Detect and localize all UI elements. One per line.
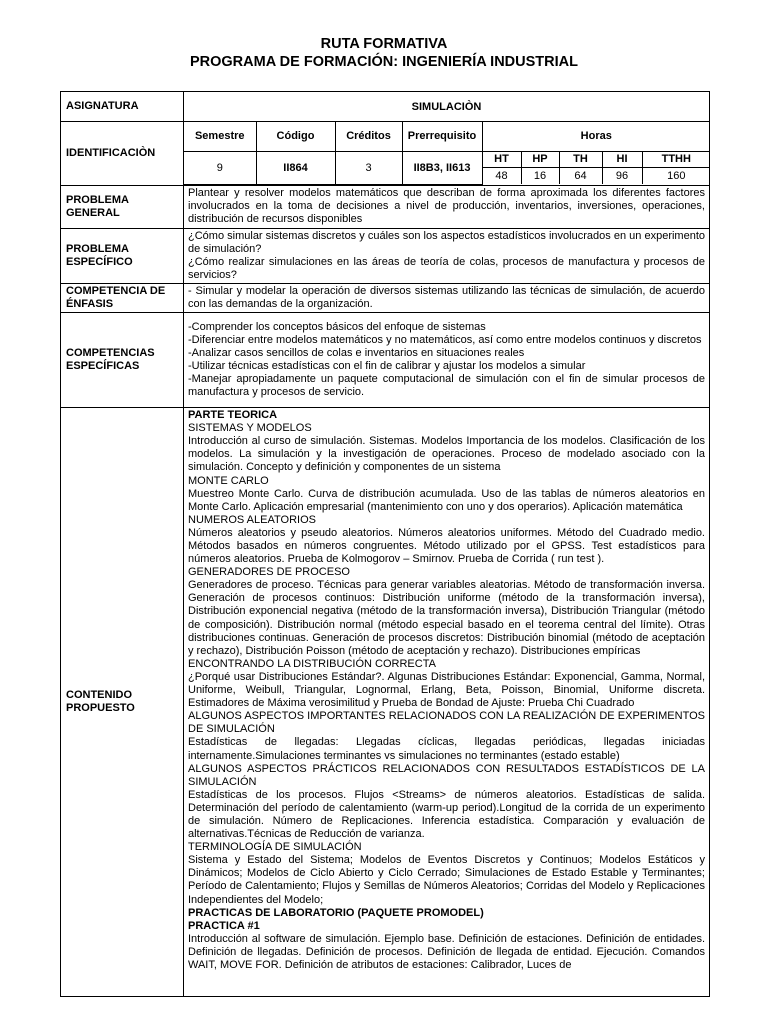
competencia-enfasis-text: - Simular y modelar la operación de diversos sistemas utilizando las técnicas de simulación, de acuerdo con las demandas de la organización. (184, 283, 710, 312)
contenido-propuesto-text (184, 408, 710, 997)
document-title: RUTA FORMATIVA (320, 36, 448, 52)
horas-value-tthh: 160 (642, 167, 710, 184)
competencias-especificas-text (184, 313, 710, 408)
contenido-section-title: TERMINOLOGÍA DE SIMULACIÓN (188, 841, 362, 854)
horas-header-hi: HI (602, 151, 642, 167)
value-semestre: 9 (184, 151, 256, 184)
horas-header-tthh: TTHH (642, 151, 710, 167)
contenido-paragraph: Sistema y Estado del Sistema; Modelos de Eventos Discretos y Continuos; Modelos Estáticos y Dinámicos; Modelos de Ciclo Abierto y Ciclo Cerrado; Simulaciones de Estado Estable y Terminantes; Período de Calentamiento; Flujos y Semillas de Números Aleatorios; Corridas del Modelo y Replicaciones Independientes del Modelo; (188, 854, 705, 906)
contenido-paragraph: Introducción al software de simulación. Ejemplo base. Definición de estaciones. Definición de entidades. Definición de llegadas. Definición de procesos. Definición de llegada de entidad. Ejecución. Comandos WAIT, MOVE FOR. Definición de atributos de estaciones: Calibrador, Luces de (188, 932, 705, 971)
contenido-section-title: ALGUNOS ASPECTOS IMPORTANTES RELACIONADOS CON LA REALIZACIÓN DE EXPERIMENTOS DE SIMULACIÓN (188, 710, 705, 736)
competencia-item: -Comprender los conceptos básicos del enfoque de sistemas (188, 320, 486, 333)
problema-especifico-line: ¿Cómo simular sistemas discretos y cuáles son los aspectos estadísticos involucrados en un experimento de simulación? (188, 229, 705, 255)
problema-general-text: Plantear y resolver modelos matemáticos que describan de forma aproximada los diferentes factores involucrados en la toma de decisiones a nivel de producción, inventarios, inversiones, operaciones, distribución de recursos disponibles (184, 185, 710, 228)
value-codigo: II864 (256, 151, 335, 184)
value-prerrequisito: II8B3, II613 (402, 151, 482, 184)
row-asignatura (61, 92, 710, 122)
competencia-item: -Manejar apropiadamente un paquete computacional de simulación con el fin de simular procesos de manufactura y procesos de servicio. (188, 373, 705, 399)
header-creditos: Créditos (335, 122, 402, 151)
contenido-section-title: SISTEMAS Y MODELOS (188, 422, 312, 435)
course-table (60, 91, 710, 997)
horas-value-hp: 16 (521, 167, 559, 184)
contenido-paragraph: Estadísticas de los procesos. Flujos <Streams> de números aleatorios. Estadísticas de salida. Determinación del período de calentamiento (warm-up period).Longitud de la corrida de un experimento de simulación. Número de Replicaciones. Inferencia estadística. Comparación y evaluación de alternativas.Técnicas de Reducción de varianza. (188, 788, 705, 841)
identificacion-table (184, 122, 710, 185)
contenido-paragraph: Generadores de proceso. Técnicas para generar variables aleatorias. Método de transformación inversa. Generación de procesos continuos: Distribución uniforme (método de la transformación inversa), Distribución exponencial negativa (método de la transformación inversa), Distribución Triangular (método de composición). Distribución normal (método especial basado en el teorema central del límite). Otras distribuciones continuas. Generación de procesos discretos: Distribución binomial (método de aceptación y rechazo), Distribución Poisson (método de aceptación y rechazo). Distribuciones empíricas (188, 579, 705, 657)
row-contenido-propuesto (61, 408, 710, 997)
horas-header-hp: HP (521, 151, 559, 167)
problema-especifico-label: PROBLEMA ESPECÍFICO (61, 228, 184, 283)
problema-especifico-line: ¿Cómo realizar simulaciones en las áreas de teoría de colas, procesos de manufactura y procesos de servicios? (188, 255, 705, 281)
header-semestre: Semestre (184, 122, 256, 151)
contenido-propuesto-label: CONTENIDO PROPUESTO (61, 408, 184, 997)
asignatura-value: SIMULACIÒN (184, 92, 710, 122)
header-horas: Horas (482, 122, 710, 151)
row-problema-general (61, 185, 710, 228)
competencia-enfasis-label: COMPETENCIA DE ÉNFASIS (61, 283, 184, 312)
contenido-section-title: ALGUNOS ASPECTOS PRÁCTICOS RELACIONADOS CON RESULTADOS ESTADÍSTICOS DE LA SIMULACIÓN (188, 762, 705, 788)
contenido-paragraph: Números aleatorios y pseudo aleatorios. Números aleatorios uniformes. Método del Cuadrado medio. Métodos basados en números congruentes. Método utilizado por el GPSS. Test estadísticos para números aleatorios. Prueba de Kolmogorov – Smirnov. Prueba de Corrida ( run test ). (188, 526, 705, 566)
row-identificacion (61, 122, 710, 186)
contenido-section-title: ENCONTRANDO LA DISTRIBUCIÓN CORRECTA (188, 657, 436, 670)
horas-header-th: TH (559, 151, 602, 167)
competencia-item: -Diferenciar entre modelos matemáticos y no matemáticos, así como entre modelos continuos y discretos (188, 333, 702, 346)
identificacion-grid (184, 122, 710, 186)
value-creditos: 3 (335, 151, 402, 184)
horas-value-th: 64 (559, 167, 602, 184)
competencias-especificas-label: COMPETENCIAS ESPECÍFICAS (61, 313, 184, 408)
contenido-section-title: GENERADORES DE PROCESO (188, 566, 350, 579)
contenido-paragraph: ¿Porqué usar Distribuciones Estándar?. Algunas Distribuciones Estándar: Exponencial, Gamma, Normal, Uniforme, Weibull, Triangular, Lognormal, Erlang, Beta, Poisson, Binomial, Uniforme discreta. Estimadores de Máxima verosimilitud y Prueba de Bondad de Ajuste: Prueba Chi Cuadrado (188, 670, 705, 710)
horas-value-hi: 96 (602, 167, 642, 184)
contenido-paragraph: Estadísticas de llegadas: Llegadas cíclicas, llegadas periódicas, llegadas iniciadas internamente.Simulaciones terminantes vs simulaciones no terminantes (estado estable) (188, 736, 705, 762)
identificacion-label: IDENTIFICACIÒN (61, 122, 184, 186)
contenido-paragraph: Muestreo Monte Carlo. Curva de distribución acumulada. Uso de las tablas de números aleatorios en Monte Carlo. Aplicación empresarial (mantenimiento con uno y dos operarios). Aplicación matemática (188, 487, 705, 513)
problema-especifico-text (184, 228, 710, 283)
competencia-item: -Analizar casos sencillos de colas e inventarios en situaciones reales (188, 346, 525, 359)
horas-value-ht: 48 (482, 167, 521, 184)
contenido-heading: PRACTICA #1 (188, 919, 260, 932)
contenido-section-title: NUMEROS ALEATORIOS (188, 513, 316, 526)
asignatura-label: ASIGNATURA (61, 92, 184, 122)
document-subtitle: PROGRAMA DE FORMACIÓN: INGENIERÍA INDUSTRIAL (189, 54, 578, 70)
contenido-paragraph: Introducción al curso de simulación. Sistemas. Modelos Importancia de los modelos. Clasificación de los modelos. La simulación y la investigación de operaciones. Proceso de modelado asociado con la simulación. Concepto y definición y componentes de un sistema (188, 435, 705, 474)
row-competencia-enfasis (61, 283, 710, 312)
horas-header-ht: HT (482, 151, 521, 167)
contenido-section-title: MONTE CARLO (188, 474, 269, 487)
contenido-heading: PARTE TEORICA (188, 409, 278, 422)
header-codigo: Código (256, 122, 335, 151)
header-prerrequisito: Prerrequisito (402, 122, 482, 151)
row-problema-especifico (61, 228, 710, 283)
contenido-heading: PRACTICAS DE LABORATORIO (PAQUETE PROMODEL) (188, 906, 484, 919)
row-competencias-especificas (61, 313, 710, 408)
problema-general-label: PROBLEMA GENERAL (61, 185, 184, 228)
competencia-item: -Utilizar técnicas estadísticas con el fin de calibrar y ajustar los modelos a simular (188, 360, 586, 373)
